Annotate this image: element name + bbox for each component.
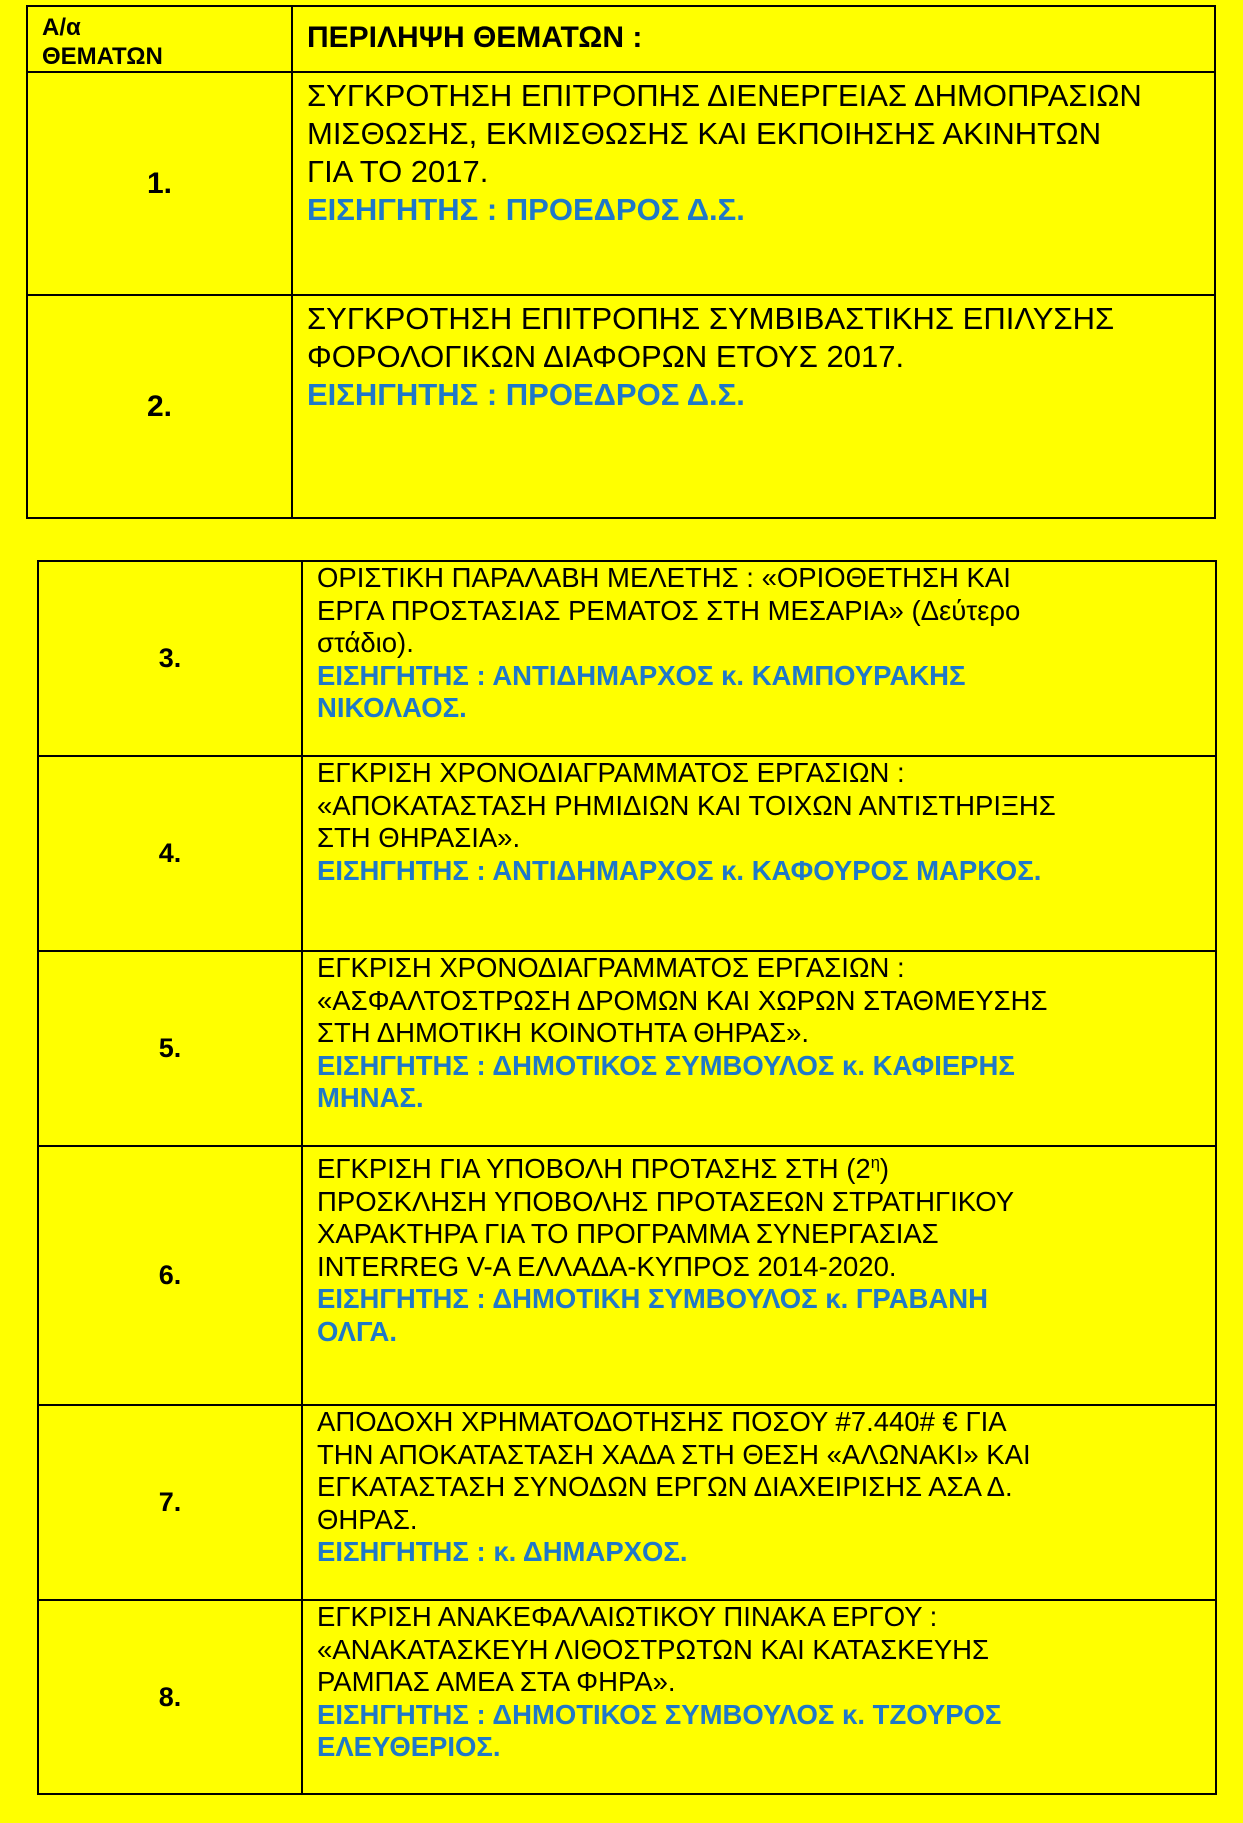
agenda-row-4 — [38, 756, 1216, 951]
item-reporter: ΕΙΣΗΓΗΤΗΣ : ΑΝΤΙΔΗΜΑΡΧΟΣ κ. ΚΑΜΠΟΥΡΑΚΗΣ ΝΙΚΟΛΑΟΣ. — [317, 659, 966, 723]
item-description: ΕΓΚΡΙΣΗ ΑΝΑΚΕΦΑΛΑΙΩΤΙΚΟΥ ΠΙΝΑΚΑ ΕΡΓΟΥ : «ΑΝΑΚΑΤΑΣΚΕΥΗ ΛΙΘΟΣΤΡΩΤΩΝ ΚΑΙ ΚΑΤΑΣΚΕΥΗΣ ΡΑΜΠΑΣ ΑΜΕΑ ΣΤΑ ΦΗΡΑ». — [317, 1601, 990, 1697]
item-content — [292, 295, 1215, 518]
number-column-header: Α/α ΘΕΜΑΤΩΝ — [42, 14, 163, 70]
item-number: 5. — [38, 951, 302, 1146]
agenda-row-5 — [38, 951, 1216, 1146]
item-reporter: ΕΙΣΗΓΗΤΗΣ : ΠΡΟΕΔΡΟΣ Δ.Σ. — [307, 377, 745, 412]
item-description — [303, 1147, 1215, 1283]
header-title-cell — [292, 6, 1215, 72]
item-number: 2. — [27, 295, 292, 518]
agenda-row-2 — [27, 295, 1215, 518]
item-description: ΑΠΟΔΟΧΗ ΧΡΗΜΑΤΟΔΟΤΗΣΗΣ ΠΟΣΟΥ #7.440# € ΓΙΑ ΤΗΝ ΑΠΟΚΑΤΑΣΤΑΣΗ ΧΑΔΑ ΣΤΗ ΘΕΣΗ «ΑΛΩΝΑΚΙ» ΚΑΙ ΕΓΚΑΤΑΣΤΑΣΗ ΣΥΝΟΔΩΝ ΕΡΓΩΝ ΔΙΑΧΕΙΡΙΣΗΣ ΑΣΑ Δ. ΘΗΡΑΣ. — [317, 1406, 1031, 1535]
agenda-row-3 — [38, 561, 1216, 756]
item-number: 8. — [38, 1600, 302, 1794]
item-content — [292, 72, 1215, 295]
item-number: 3. — [38, 561, 302, 756]
item-content — [302, 951, 1216, 1146]
item-description: ΟΡΙΣΤΙΚΗ ΠΑΡΑΛΑΒΗ ΜΕΛΕΤΗΣ : «ΟΡΙΟΘΕΤΗΣΗ ΚΑΙ ΕΡΓΑ ΠΡΟΣΤΑΣΙΑΣ ΡΕΜΑΤΟΣ ΣΤΗ ΜΕΣΑΡΙΑ» (Δεύτερο στάδιο). — [317, 562, 1021, 658]
item-description-start: ΕΓΚΡΙΣΗ ΓΙΑ ΥΠΟΒΟΛΗ ΠΡΟΤΑΣΗΣ ΣΤΗ (2 — [317, 1153, 871, 1185]
item-reporter: ΕΙΣΗΓΗΤΗΣ : ΠΡΟΕΔΡΟΣ Δ.Σ. — [307, 192, 745, 227]
item-content — [302, 756, 1216, 951]
agenda-row-8 — [38, 1600, 1216, 1794]
item-reporter: ΕΙΣΗΓΗΤΗΣ : κ. ΔΗΜΑΡΧΟΣ. — [317, 1536, 688, 1567]
item-content — [302, 1600, 1216, 1794]
agenda-row-1 — [27, 72, 1215, 295]
item-content — [302, 1146, 1216, 1405]
header-number-cell — [27, 6, 292, 72]
item-content — [302, 561, 1216, 756]
item-number: 7. — [38, 1405, 302, 1600]
item-reporter: ΕΙΣΗΓΗΤΗΣ : ΔΗΜΟΤΙΚΟΣ ΣΥΜΒΟΥΛΟΣ κ. ΤΖΟΥΡΟΣ ΕΛΕΥΘΕΡΙΟΣ. — [317, 1698, 1002, 1762]
item-number: 6. — [38, 1146, 302, 1405]
item-reporter: ΕΙΣΗΓΗΤΗΣ : ΔΗΜΟΤΙΚΟΣ ΣΥΜΒΟΥΛΟΣ κ. ΚΑΦΙΕΡΗΣ ΜΗΝΑΣ. — [317, 1049, 1015, 1113]
agenda-row-7 — [38, 1405, 1216, 1600]
item-description: ΣΥΓΚΡΟΤΗΣΗ ΕΠΙΤΡΟΠΗΣ ΔΙΕΝΕΡΓΕΙΑΣ ΔΗΜΟΠΡΑΣΙΩΝ ΜΙΣΘΩΣΗΣ, ΕΚΜΙΣΘΩΣΗΣ ΚΑΙ ΕΚΠΟΙΗΣΗΣ ΑΚΙΝΗΤΩΝ ΓΙΑ ΤΟ 2017. — [307, 78, 1142, 189]
item-reporter: ΕΙΣΗΓΗΤΗΣ : ΔΗΜΟΤΙΚΗ ΣΥΜΒΟΥΛΟΣ κ. ΓΡΑΒΑΝΗ ΟΛΓΑ. — [317, 1283, 988, 1347]
ordinal-superscript: η — [870, 1154, 880, 1172]
agenda-table-lower — [37, 560, 1217, 1795]
item-description: ΕΓΚΡΙΣΗ ΧΡΟΝΟΔΙΑΓΡΑΜΜΑΤΟΣ ΕΡΓΑΣΙΩΝ : «ΑΠΟΚΑΤΑΣΤΑΣΗ ΡΗΜΙΔΙΩΝ ΚΑΙ ΤΟΙΧΩΝ ΑΝΤΙΣΤΗΡΙΞΗΣ ΣΤΗ ΘΗΡΑΣΙΑ». — [317, 757, 1056, 853]
agenda-table-upper — [26, 5, 1216, 519]
item-content — [302, 1405, 1216, 1600]
item-number: 4. — [38, 756, 302, 951]
item-description: ΕΓΚΡΙΣΗ ΧΡΟΝΟΔΙΑΓΡΑΜΜΑΤΟΣ ΕΡΓΑΣΙΩΝ : «ΑΣΦΑΛΤΟΣΤΡΩΣΗ ΔΡΟΜΩΝ ΚΑΙ ΧΩΡΩΝ ΣΤΑΘΜΕΥΣΗΣ ΣΤΗ ΔΗΜΟΤΙΚΗ ΚΟΙΝΟΤΗΤΑ ΘΗΡΑΣ». — [317, 952, 1048, 1048]
summary-column-header: ΠΕΡΙΛΗΨΗ ΘΕΜΑΤΩΝ : — [307, 21, 643, 54]
item-description-rest: ) ΠΡΟΣΚΛΗΣΗ ΥΠΟΒΟΛΗΣ ΠΡΟΤΑΣΕΩΝ ΣΤΡΑΤΗΓΙΚΟΥ ΧΑΡΑΚΤΗΡΑ ΓΙΑ ΤΟ ΠΡΟΓΡΑΜΜΑ ΣΥΝΕΡΓΑΣΙΑΣ INTERREG V-A ΕΛΛΑΔΑ-ΚΥΠΡΟΣ 2014-2020. — [317, 1153, 1015, 1282]
item-description: ΣΥΓΚΡΟΤΗΣΗ ΕΠΙΤΡΟΠΗΣ ΣΥΜΒΙΒΑΣΤΙΚΗΣ ΕΠΙΛΥΣΗΣ ΦΟΡΟΛΟΓΙΚΩΝ ΔΙΑΦΟΡΩΝ ΕΤΟΥΣ 2017. — [307, 301, 1115, 374]
item-reporter: ΕΙΣΗΓΗΤΗΣ : ΑΝΤΙΔΗΜΑΡΧΟΣ κ. ΚΑΦΟΥΡΟΣ ΜΑΡΚΟΣ. — [317, 854, 1042, 886]
table-header-row — [27, 6, 1215, 72]
item-number: 1. — [27, 72, 292, 295]
agenda-row-6 — [38, 1146, 1216, 1405]
